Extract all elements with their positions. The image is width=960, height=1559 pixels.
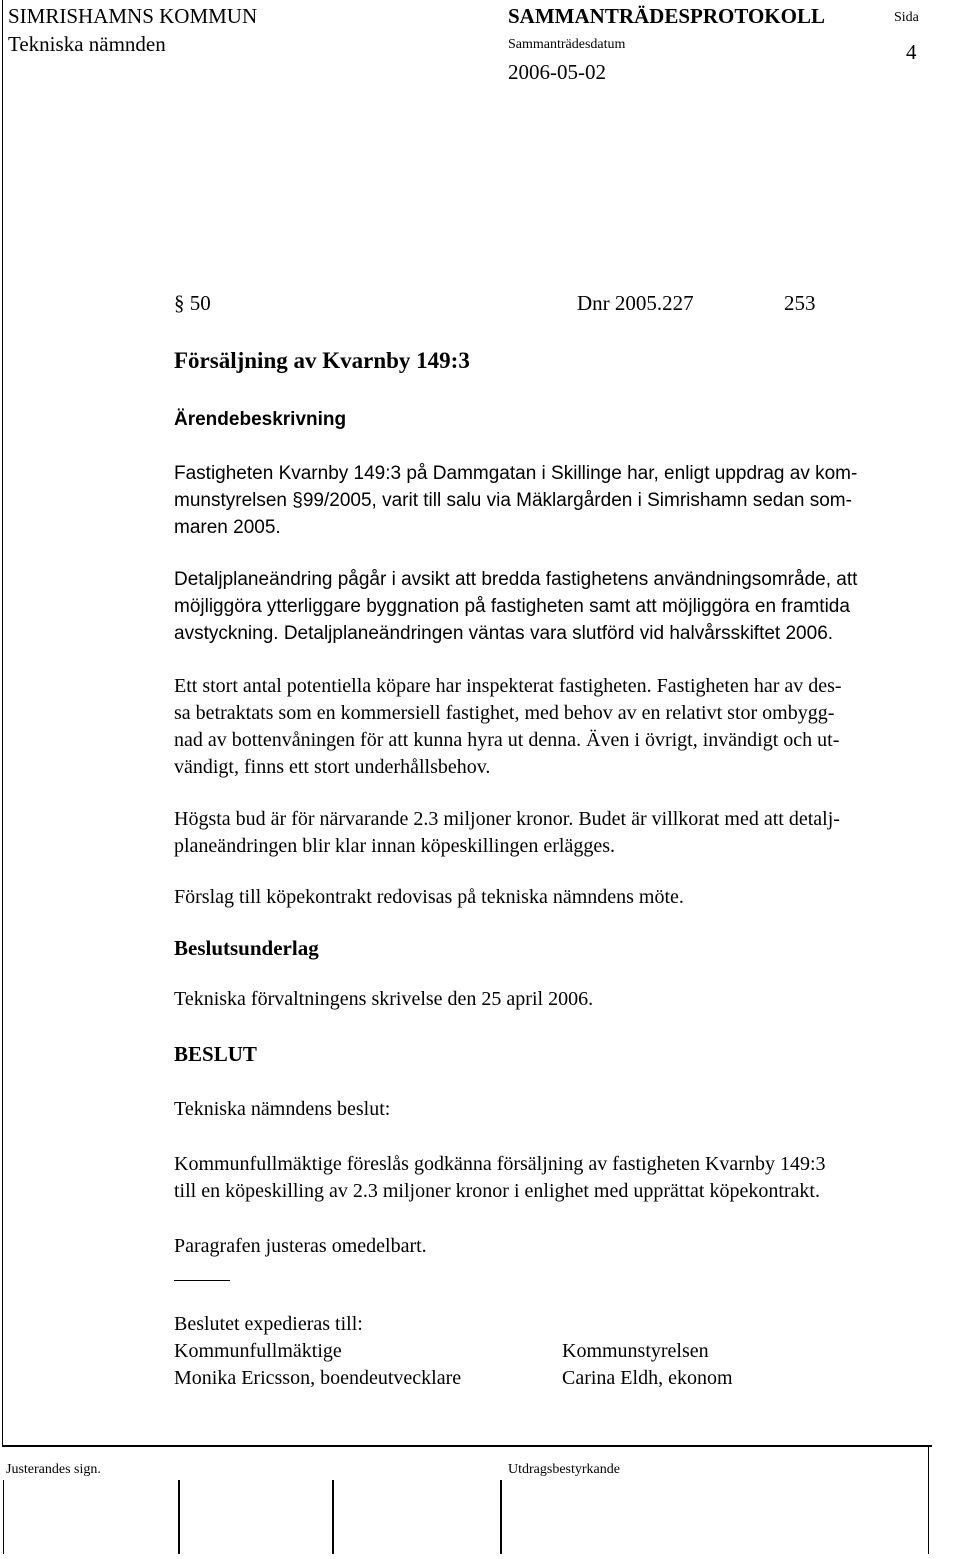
- signature-box-line: [500, 1480, 502, 1554]
- distribution-right-1: Kommunstyrelsen: [562, 1340, 709, 1362]
- arendebeskrivning-heading: Ärendebeskrivning: [174, 409, 347, 430]
- footer-divider: [2, 1445, 932, 1447]
- paragraph-4: [174, 806, 960, 860]
- distribution-left-1: Kommunfullmäktige: [174, 1340, 342, 1362]
- text-line: avstyckning. Detaljplaneändringen väntas vara slutförd vid halvårsskiftet 2006.: [174, 623, 834, 644]
- case-code: 253: [784, 291, 816, 315]
- distribution-left-2: Monika Ericsson, boendeutvecklare: [174, 1367, 462, 1389]
- text-line: Kommunfullmäktige föreslås godkänna försäljning av fastigheten Kvarnby 149:3: [174, 1153, 826, 1175]
- page-label: Sida: [894, 10, 919, 25]
- paragraph-ref: § 50: [174, 291, 211, 315]
- paragraph-5: Förslag till köpekontrakt redovisas på tekniska nämndens möte.: [174, 886, 684, 908]
- signature-box-line: [178, 1480, 180, 1554]
- beslutsunderlag-heading: Beslutsunderlag: [174, 936, 319, 960]
- municipality-name: SIMRISHAMNS KOMMUN: [8, 4, 258, 28]
- paragraph-2: [174, 566, 960, 647]
- text-line: Högsta bud är för närvarande 2.3 miljoner kronor. Budet är villkorat med att detalj-: [174, 808, 840, 830]
- short-rule: [174, 1280, 230, 1281]
- text-line: nad av bottenvåningen för att kunna hyra ut denna. Även i övrigt, invändigt och ut-: [174, 729, 840, 751]
- text-line: möjliggöra ytterliggare byggnation på fastigheten samt att möjliggöra en framtida: [174, 596, 850, 617]
- case-title: Försäljning av Kvarnby 149:3: [174, 348, 470, 373]
- beslut-heading: BESLUT: [174, 1042, 257, 1066]
- protocol-title: SAMMANTRÄDESPROTOKOLL: [508, 4, 825, 28]
- committee-name: Tekniska nämnden: [8, 32, 166, 56]
- page-number: 4: [906, 40, 917, 64]
- paragraph-3: [174, 673, 960, 781]
- beslutsunderlag-text: Tekniska förvaltningens skrivelse den 25 april 2006.: [174, 988, 594, 1010]
- text-line: munstyrelsen §99/2005, varit till salu via Mäklargården i Simrishamn sedan som-: [174, 490, 852, 511]
- text-line: Fastigheten Kvarnby 149:3 på Dammgatan i Skillinge har, enligt uppdrag av kom-: [174, 463, 858, 484]
- text-line: maren 2005.: [174, 517, 281, 538]
- beslut-decision: [174, 1151, 960, 1205]
- justering-text: Paragrafen justeras omedelbart.: [174, 1235, 427, 1257]
- text-line: Detaljplaneändring pågår i avsikt att bredda fastighetens användningsområde, att: [174, 569, 858, 590]
- text-line: Ett stort antal potentiella köpare har inspekterat fastigheten. Fastigheten har av des-: [174, 675, 842, 697]
- text-line: vändigt, finns ett stort underhållsbehov.: [174, 756, 491, 778]
- utdragsbestyrkande-label: Utdragsbestyrkande: [508, 1462, 620, 1477]
- beslut-intro: Tekniska nämndens beslut:: [174, 1098, 391, 1120]
- paragraph-1: [174, 460, 960, 541]
- left-margin-line: [2, 0, 3, 1445]
- dnr: Dnr 2005.227: [577, 291, 694, 315]
- date-label: Sammanträdesdatum: [508, 37, 626, 52]
- text-line: till en köpeskilling av 2.3 miljoner kronor i enlighet med upprättat köpekontrakt.: [174, 1180, 820, 1202]
- signature-box-line: [3, 1480, 4, 1554]
- footer-right-border: [928, 1445, 929, 1554]
- distribution-label: Beslutet expedieras till:: [174, 1313, 363, 1335]
- text-line: sa betraktats som en kommersiell fastighet, med behov av en relativt stor ombygg-: [174, 702, 835, 724]
- distribution-right-2: Carina Eldh, ekonom: [562, 1367, 733, 1389]
- signature-box-line: [332, 1480, 334, 1554]
- text-line: planeändringen blir klar innan köpeskillingen erlägges.: [174, 835, 615, 857]
- meeting-date: 2006-05-02: [508, 60, 606, 84]
- justerandes-sign-label: Justerandes sign.: [6, 1462, 101, 1477]
